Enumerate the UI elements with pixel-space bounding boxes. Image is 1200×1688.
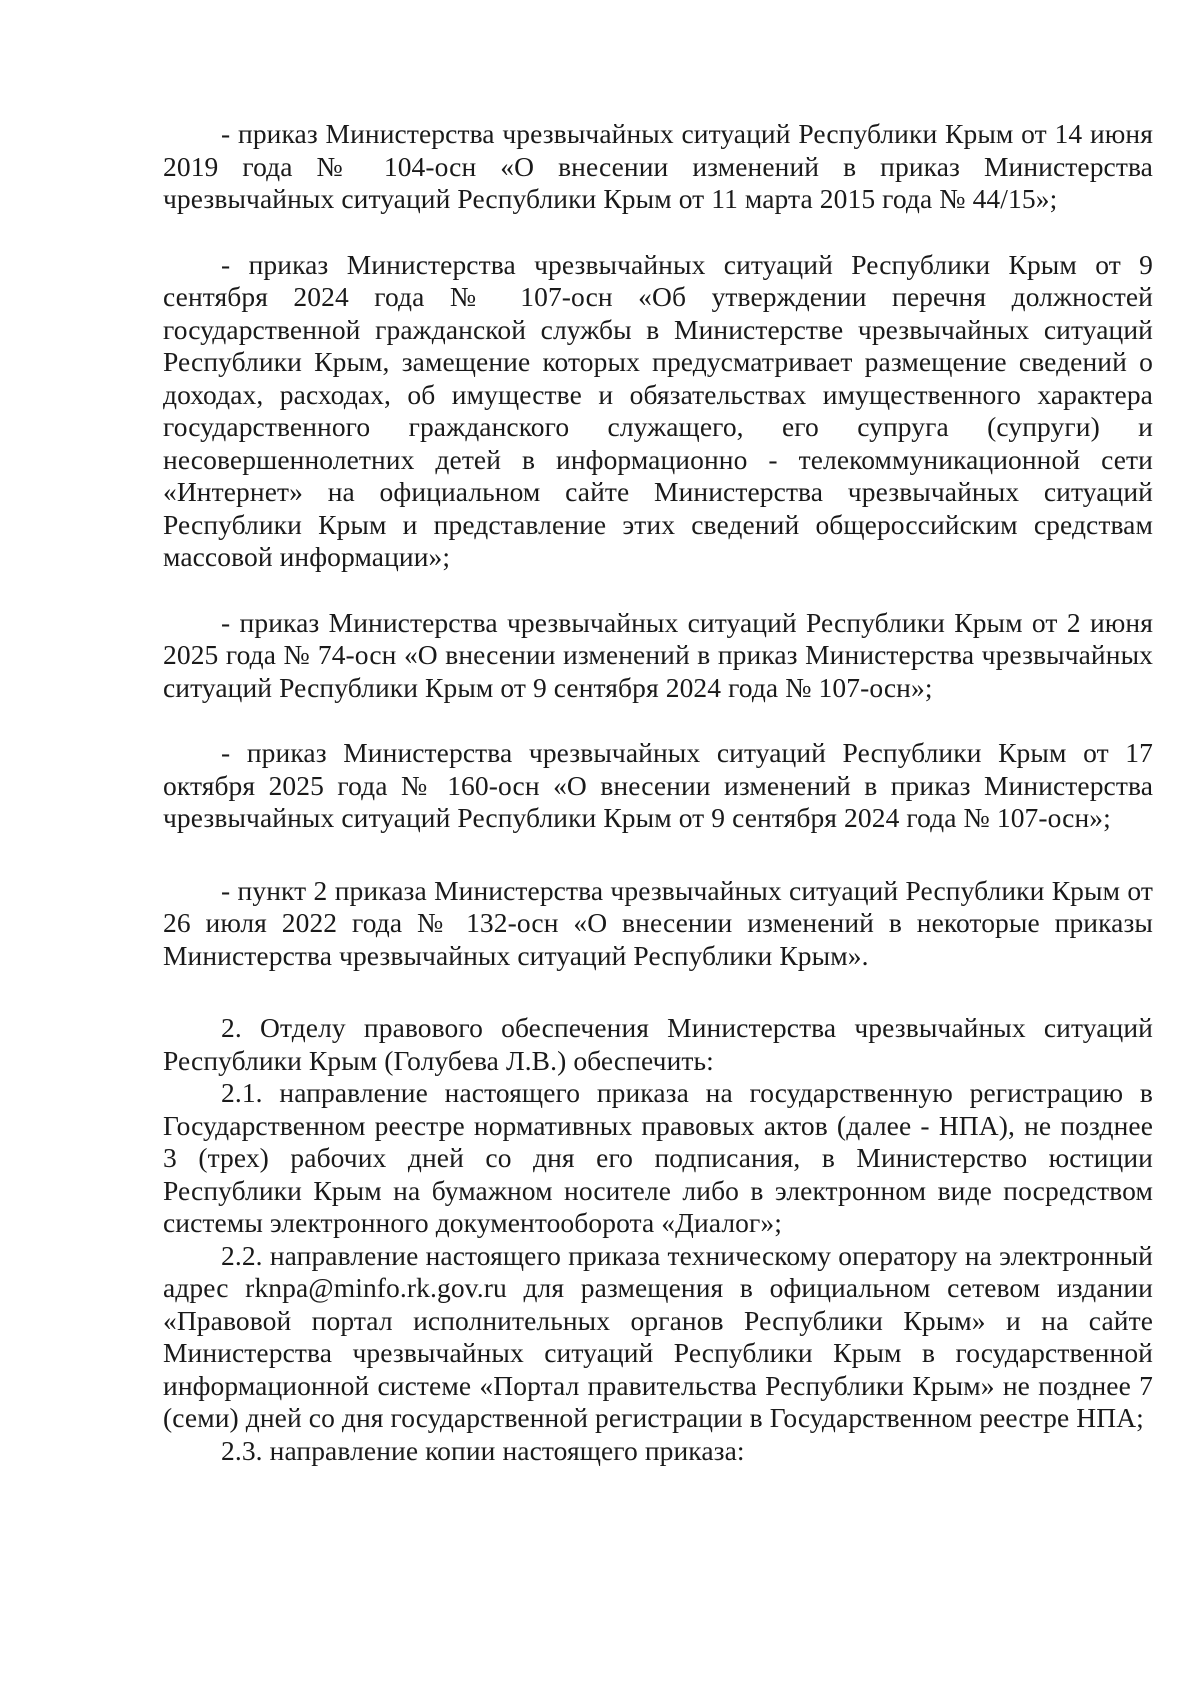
paragraph-order-104: - приказ Министерства чрезвычайных ситуаций Республики Крым от 14 июня 2019 года № 104-осн «О внесении изменений в приказ Министерства чрезвычайных ситуаций Республики Крым от 11 марта 2015 года № 44/15»; [163, 118, 1153, 214]
paragraph-order-132: - пункт 2 приказа Министерства чрезвычайных ситуаций Республики Крым от 26 июля 2022 года № 132-осн «О внесении изменений в некоторые приказы Министерства чрезвычайных ситуаций Республики Крым». [163, 874, 1153, 971]
paragraph-order-160: - приказ Министерства чрезвычайных ситуаций Республики Крым от 17 октября 2025 года № 160-осн «О внесении изменений в приказ Министерства чрезвычайных ситуаций Республики Крым от 9 сентября 2024 года № 107-осн»; [163, 737, 1153, 833]
paragraph-item-2: 2. Отделу правового обеспечения Министерства чрезвычайных ситуаций Республики Крым (Голубева Л.В.) обеспечить: [163, 1012, 1153, 1076]
paragraph-item-2-1: 2.1. направление настоящего приказа на государственную регистрацию в Государственном реестре нормативных правовых актов (далее - НПА), не позднее 3 (трех) рабочих дней со дня его подписания, в Министерство юстиции Республики Крым на бумажном носителе либо в электронном виде посредством системы электронного документооборота «Диалог»; [163, 1077, 1153, 1238]
paragraph-order-107: - приказ Министерства чрезвычайных ситуаций Республики Крым от 9 сентября 2024 года № 107-осн «Об утверждении перечня должностей государственной гражданской службы в Министерстве чрезвычайных ситуаций Республики Крым, замещение которых предусматривает размещение сведений о доходах, расходах, об имуществе и обязательствах имущественного характера государственного гражданского служащего, его супруга (супруги) и несовершеннолетних детей в информационно - телекоммуникационной сети «Интернет» на официальном сайте Министерства чрезвычайных ситуаций Республики Крым и представление этих сведений общероссийским средствам массовой информации»; [163, 248, 1153, 572]
paragraph-order-74: - приказ Министерства чрезвычайных ситуаций Республики Крым от 2 июня 2025 года № 74-осн «О внесении изменений в приказ Министерства чрезвычайных ситуаций Республики Крым от 9 сентября 2024 года № 107-осн»; [163, 606, 1153, 703]
document-body [163, 118, 1153, 1467]
paragraph-item-2-2: 2.2. направление настоящего приказа техническому оператору на электронный адрес rknpa@minfo.rk.gov.ru для размещения в официальном сетевом издании «Правовой портал исполнительных органов Республики Крым» и на сайте Министерства чрезвычайных ситуаций Республики Крым в государственной информационной системе «Портал правительства Республики Крым» не позднее 7 (семи) дней со дня государственной регистрации в Государственном реестре НПА; [163, 1239, 1153, 1433]
paragraph-item-2-3: 2.3. направление копии настоящего приказа: [221, 1434, 745, 1466]
